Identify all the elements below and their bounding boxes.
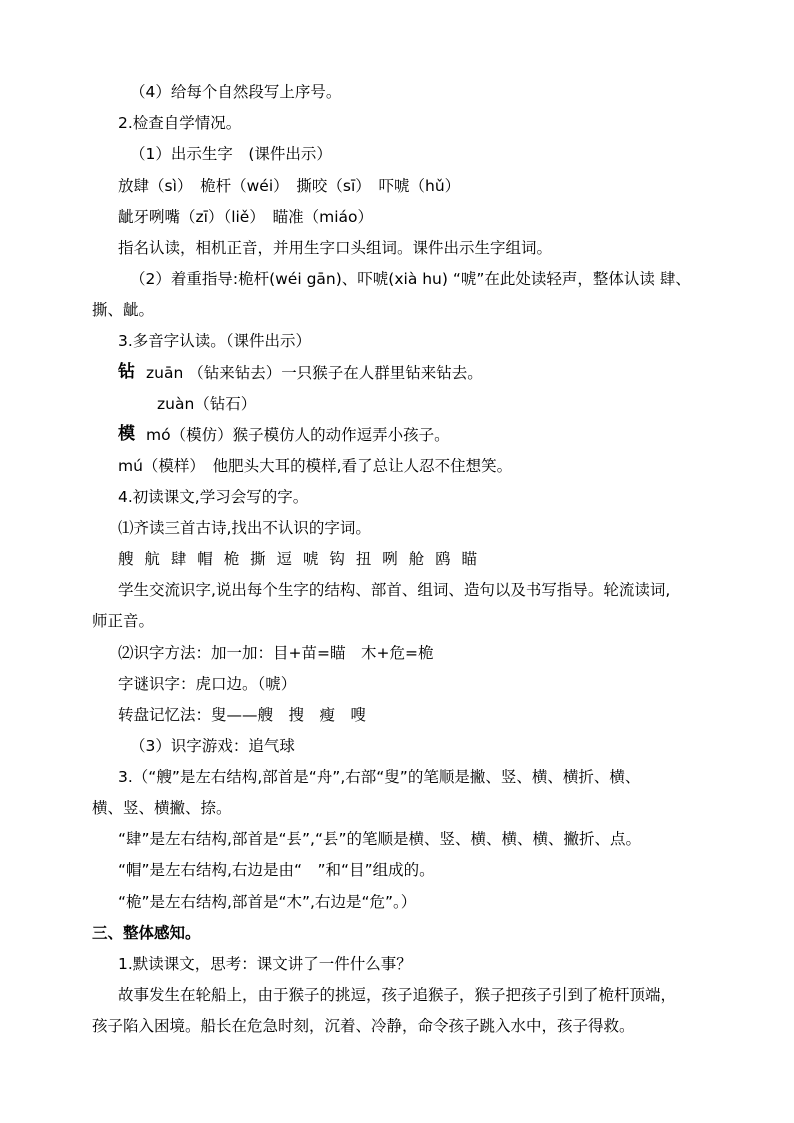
polyphonic-zuan-reading-2: zuàn（钻石）: [157, 395, 257, 413]
stroke-order-si: “肆”是左右结构,部首是“镸”,“镸”的笔顺是横、竖、横、横、横、撇折、点。: [118, 830, 642, 848]
section-first-reading: 4.初读课文,学习会写的字。: [118, 488, 309, 506]
stroke-order-mao: “帽”是左右结构,右边是由“ ”和“目”组成的。: [118, 861, 435, 879]
question-silent-reading: 1.默读课文，思考：课文讲了一件什么事？: [118, 955, 412, 973]
new-characters-row-1: 放肆（sì） 桅杆（wéi） 撕咬（sī） 吓唬（hǔ）: [118, 177, 461, 195]
polyphonic-char-mo: 模: [118, 424, 135, 444]
exchange-literacy-line-1: 学生交流识字,说出每个生字的结构、部首、组词、造句以及书写指导。轮流读词,: [118, 581, 671, 599]
section-polyphonic: 3.多音字认读。（课件出示）: [118, 332, 312, 350]
literacy-riddle: 字谜识字：虎口边。（唬）: [118, 675, 297, 693]
literacy-method-add: ⑵识字方法：加一加：目+苗=瞄 木+危=桅: [118, 644, 434, 662]
story-summary-line-1: 故事发生在轮船上，由于猴子的挑逗，孩子追猴子，猴子把孩子引到了桅杆顶端，: [118, 986, 677, 1004]
stroke-order-line-2: 横、竖、横撇、捺。: [92, 799, 232, 817]
polyphonic-zuan-reading-1: zuān （钻来钻去）一只猴子在人群里钻来钻去。: [146, 364, 483, 382]
stroke-order-wei: “桅”是左右结构,部首是“木”,右边是“危”。）: [118, 893, 417, 911]
exchange-literacy-line-2: 师正音。: [92, 612, 155, 630]
section-check-self-study: 2.检查自学情况。: [118, 114, 242, 132]
section-overall-perception: 三、整体感知。: [92, 924, 201, 942]
focus-guidance-line-2: 撕、龇。: [92, 301, 155, 319]
new-characters-row-2: 龇牙咧嘴（zī）（liě） 瞄准（miáo）: [118, 208, 373, 226]
story-summary-line-2: 孩子陷入困境。船长在危急时刻，沉着、冷静，命令孩子跳入水中，孩子得救。: [92, 1017, 635, 1035]
step-number-paragraphs: （4）给每个自然段写上序号。: [130, 83, 342, 101]
literacy-dial-memory: 转盘记忆法：叟——艘 搜 瘦 嗖: [118, 706, 367, 724]
reading-instruction: 指名认读，相机正音，并用生字口头组词。课件出示生字组词。: [118, 239, 553, 257]
step-read-poems: ⑴齐读三首古诗,找出不认识的字词。: [118, 519, 371, 537]
polyphonic-char-zuan: 钻: [118, 362, 135, 382]
characters-to-write: 艘 航 肆 帽 桅 撕 逗 唬 钩 扭 咧 舱 鸥 瞄: [118, 550, 481, 568]
polyphonic-mo-reading-1: mó（模仿）猴子模仿人的动作逗弄小孩子。: [146, 426, 450, 444]
step-show-new-characters: （1）出示生字 (课件出示）: [130, 145, 332, 163]
focus-guidance-line-1: （2）着重指导:桅杆(wéi gān)、吓唬(xià hu) “唬”在此处读轻声，整体认读 肆、: [130, 270, 691, 288]
literacy-game: （3）识字游戏：追气球: [130, 737, 295, 755]
stroke-order-line-1: 3.（“艘”是左右结构,部首是“舟”,右部“叟”的笔顺是撇、竖、横、横折、横、: [118, 768, 641, 786]
polyphonic-mo-reading-2: mú（模样） 他肥头大耳的模样,看了总让人忍不住想笑。: [118, 457, 513, 475]
